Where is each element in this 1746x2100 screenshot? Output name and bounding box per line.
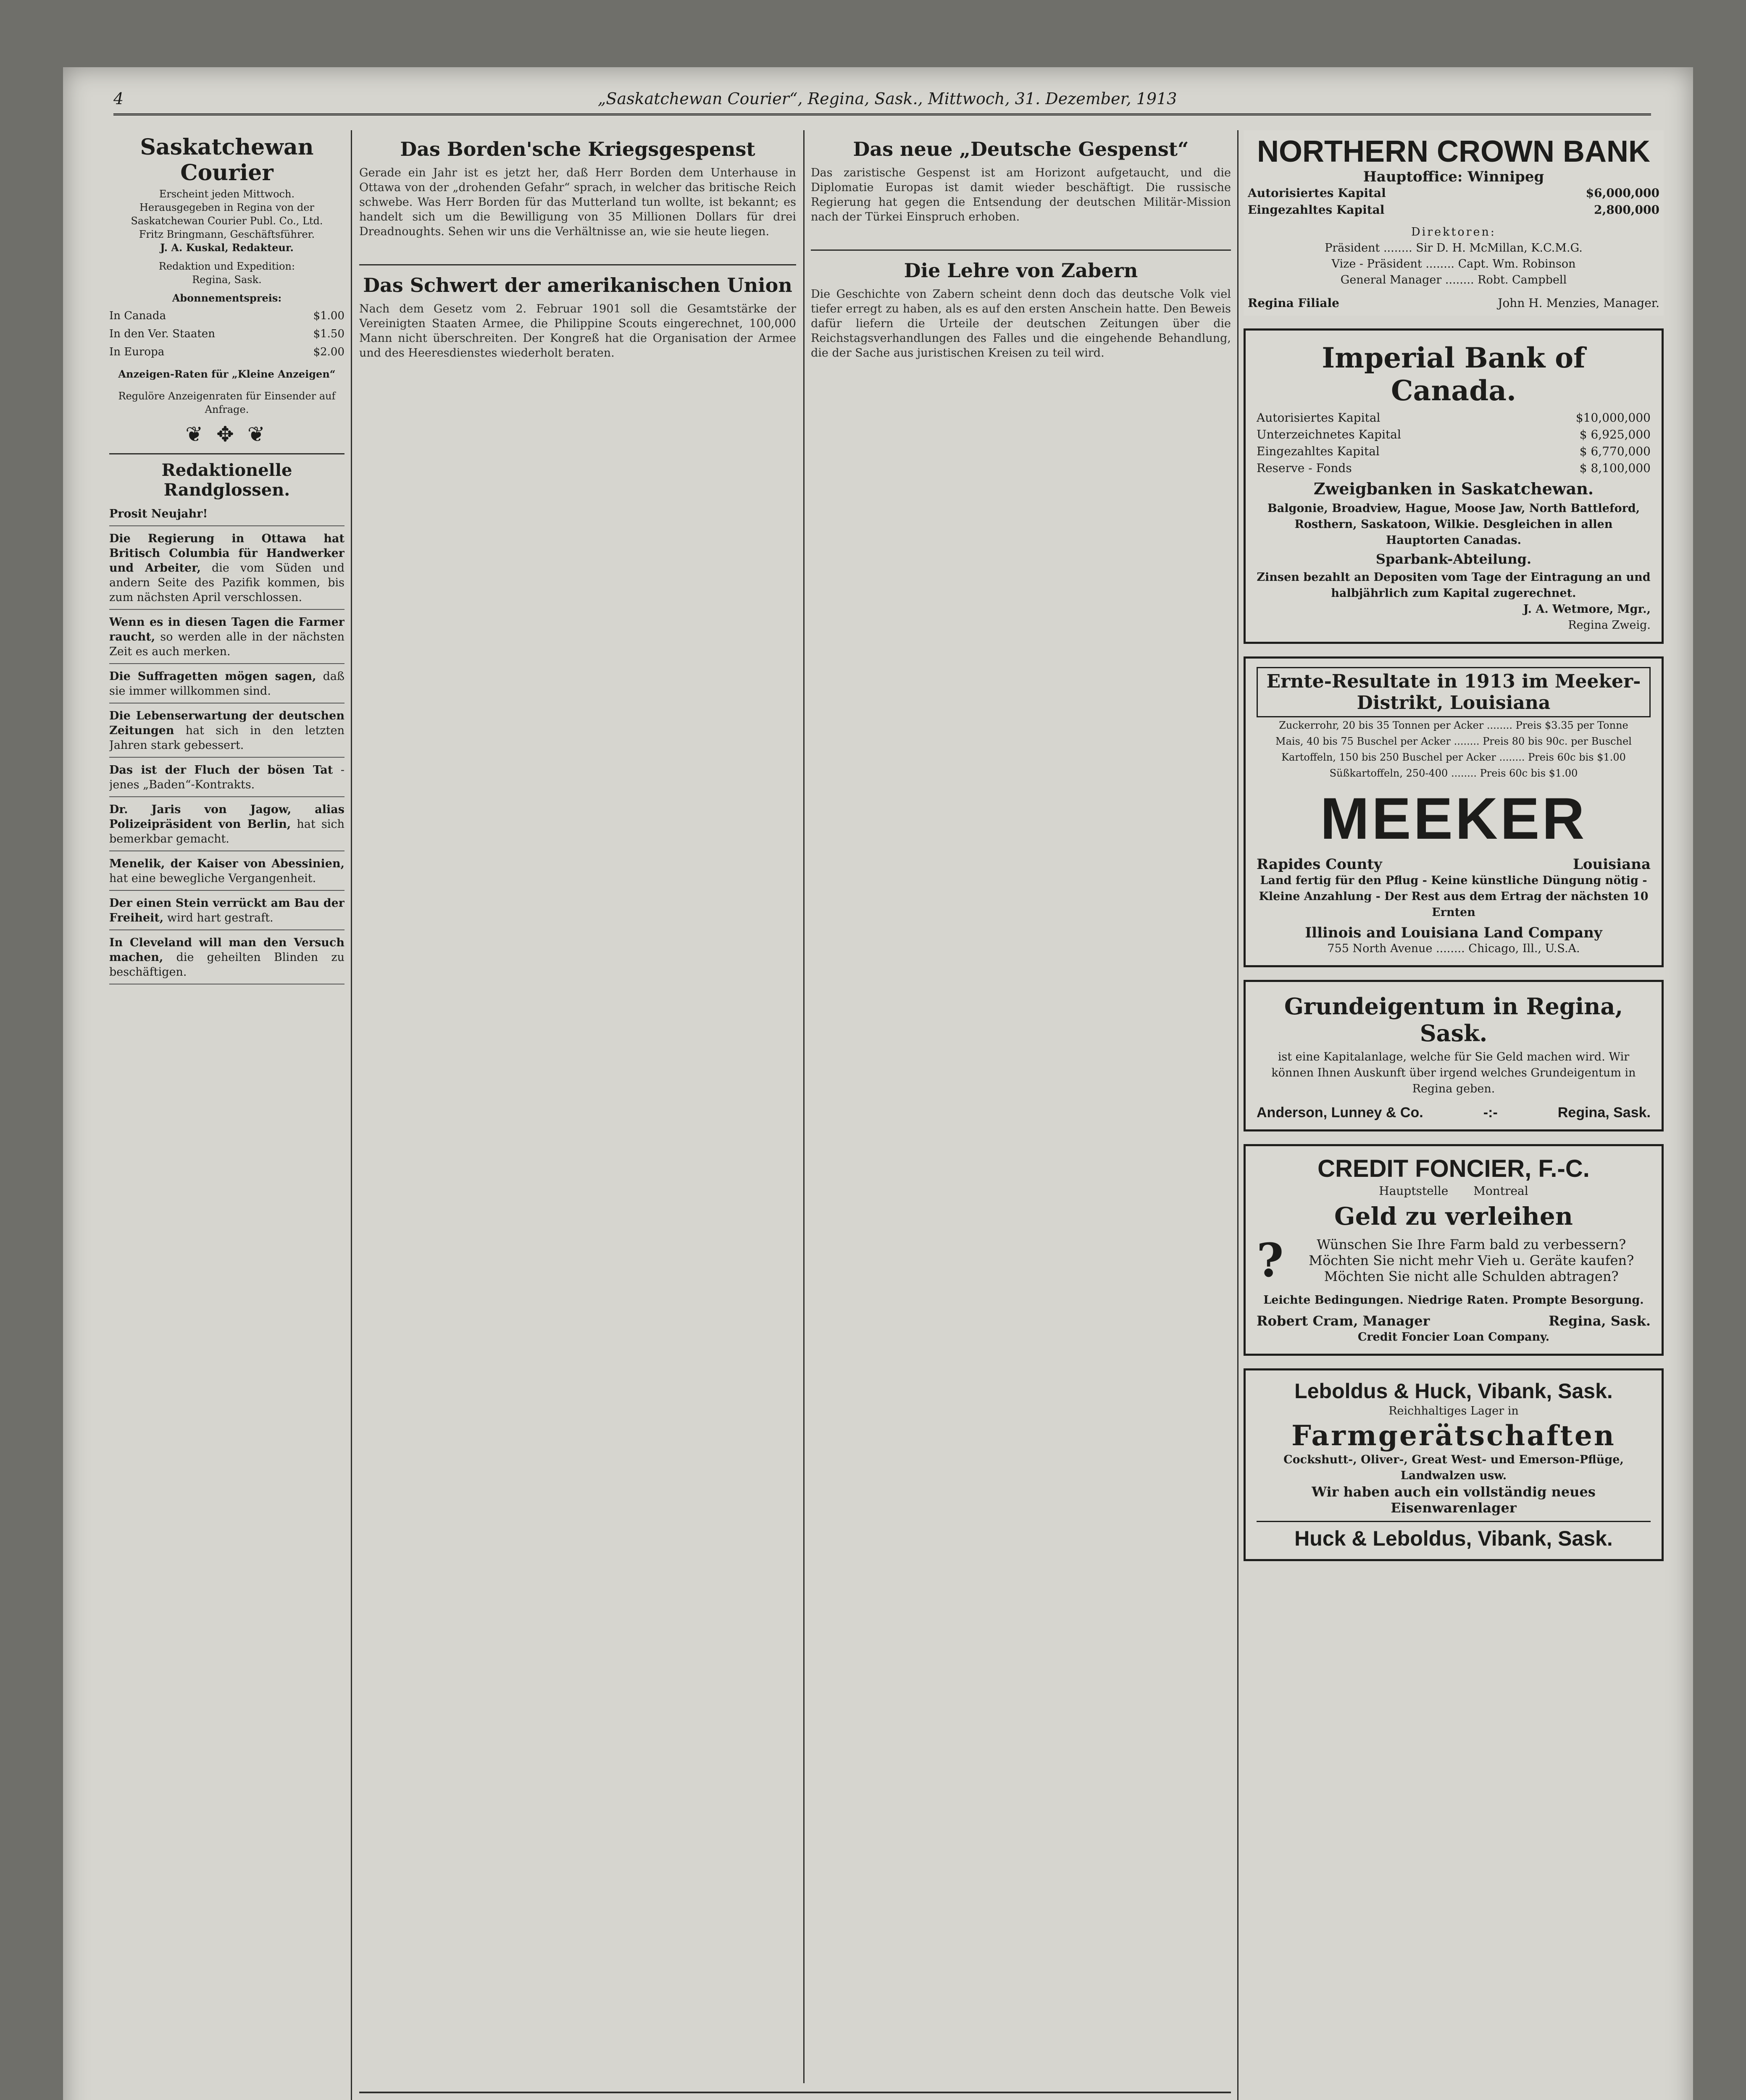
running-title: „Saskatchewan Courier“, Regina, Sask., Mittwoch, 31. Dezember, 1913 [597, 89, 1177, 108]
ad-row: Unterzeichnetes Kapital $ 6,925,000 [1257, 428, 1651, 441]
ad-brand: MEEKER [1320, 785, 1587, 851]
ads-heading: Anzeigen-Raten für „Kleine Anzeigen“ [118, 368, 336, 380]
address-label: Redaktion und Expedition: [158, 260, 295, 272]
list-item: Der einen Stein verrückt am Bau der Freiheit, wird hart gestraft. [109, 896, 344, 930]
list-item: Das ist der Fluch der bösen Tat - jenes „Baden“-Kontrakts. [109, 763, 344, 797]
ad-line: Zinsen bezahlt an Depositen vom Tage der Eintragung an und halbjährlich zum Kapital zugerechnet. [1257, 571, 1651, 600]
subscription-heading: Abonnementspreis: [172, 292, 282, 304]
ad-row: Autorisiertes Kapital $6,000,000 [1248, 186, 1659, 200]
bottom-notes [359, 2092, 1231, 2100]
ad-line: Möchten Sie nicht mehr Vieh u. Geräte kaufen? [1309, 1252, 1634, 1268]
address: Regina, Sask. [192, 274, 262, 286]
ad-line: Land fertig für den Pflug - Keine künstliche Düngung nötig - Kleine Anzahlung - Der Rest aus dem Ertrag der nächsten 10 Ernten [1259, 874, 1649, 919]
ad-line: Leichte Bedingungen. Niedrige Raten. Prompte Besorgung. [1263, 1294, 1644, 1307]
list-item: Die Lebenserwartung der deutschen Zeitungen hat sich in den letzten Jahren stark gebessert. [109, 709, 344, 758]
ad-headline: Farmgerätschaften [1291, 1419, 1616, 1452]
price-row: In den Ver. Staaten $1.50 [109, 328, 344, 340]
ornament: ❦ ✥ ❦ [185, 422, 268, 446]
masthead-closing: Regulöre Anzeigenraten für Einsender auf Anfrage. [118, 390, 336, 415]
masthead-publisher: Herausgegeben in Regina von der Saskatchewan Courier Publ. Co., Ltd. [131, 202, 323, 227]
ad-questions [1257, 1233, 1651, 1287]
ad-northern-crown-bank [1244, 130, 1664, 316]
ad-heading: Zweigbanken in Saskatchewan. [1313, 479, 1594, 498]
ad-line: Mais, 40 bis 75 Buschel per Acker ........ Preis 80 bis 90c. per Buschel [1275, 735, 1632, 747]
ad-headline: Geld zu verleihen [1334, 1202, 1573, 1231]
ad-heading: Sparbank-Abteilung. [1375, 551, 1532, 567]
ad-row: Eingezahltes Kapital 2,800,000 [1248, 203, 1659, 217]
ad-line: Zuckerrohr, 20 bis 35 Tonnen per Acker ........ Preis $3.35 per Tonne [1279, 719, 1628, 731]
masthead-editor: J. A. Kuskal, Redakteur. [160, 242, 294, 254]
ad-line: Kartoffeln, 150 bis 250 Buschel per Acker ........ Preis 60c bis $1.00 [1281, 751, 1626, 763]
ad-line: Süßkartoffeln, 250-400 ........ Preis 60c bis $1.00 [1329, 767, 1578, 779]
ad-line: J. A. Wetmore, Mgr., [1523, 603, 1651, 616]
article-body: Die Geschichte von Zabern scheint denn doch das deutsche Volk viel tiefer erregt zu haben, als es auf den ersten Anschein hatte. Den Beweis dafür liefern die Urteile der deutschen Zeitungen über die Reichstagsverhandlungen des Falles und die eingehende Behandlung, die der Sache aus juristischen Kreisen zu teil wird. [811, 288, 1231, 360]
ad-grundeigentum [1244, 980, 1664, 1131]
ad-title: Leboldus & Huck, Vibank, Sask. [1294, 1379, 1613, 1403]
ad-line: Vize - Präsident ........ Capt. Wm. Robinson [1331, 257, 1576, 270]
ad-heading: Direktoren: [1411, 226, 1496, 239]
ads-column [1244, 130, 1664, 2100]
list-item: Menelik, der Kaiser von Abessinien, hat eine bewegliche Vergangenheit. [109, 856, 344, 891]
column-rule [1237, 130, 1239, 2100]
ad-company: Illinois and Louisiana Land Company [1305, 924, 1602, 941]
list-item: Dr. Jaris von Jagow, alias Polizeipräsident von Berlin, hat sich bemerkbar gemacht. [109, 802, 344, 851]
ad-row: Reserve - Fonds $ 8,100,000 [1257, 461, 1651, 475]
ad-row: Hauptstelle Montreal [1379, 1184, 1528, 1198]
ad-signature: Anderson, Lunney & Co. -:- Regina, Sask. [1257, 1105, 1651, 1121]
newspaper-page [63, 67, 1693, 2100]
ad-leboldus [1244, 1368, 1664, 1561]
ad-title: Imperial Bank of Canada. [1322, 341, 1586, 407]
ad-line: Landwalzen usw. [1400, 1469, 1507, 1482]
ad-line: Reichhaltiges Lager in [1388, 1404, 1519, 1418]
ad-line: Wir haben auch ein vollständig neues Eisenwarenlager [1312, 1484, 1596, 1516]
list-item: Prosit Neujahr! [109, 507, 344, 526]
masthead-title: Saskatchewan Courier [140, 134, 314, 186]
article-title: Das Schwert der amerikanischen Union [359, 264, 796, 297]
question-mark-icon: ? [1257, 1233, 1284, 1287]
article-column [811, 130, 1231, 2083]
ad-line: Präsident ........ Sir D. H. McMillan, K.C.M.G. [1325, 242, 1583, 255]
article-body: Das zaristische Gespenst ist am Horizont aufgetaucht, und die Diplomatie Europas ist damit wieder beschäftigt. Die russische Regierung hat gegen die Entsendung der deutschen Militär-Mission nach der Türkei Einspruch erhoben. [811, 166, 1231, 223]
ad-row: Autorisiertes Kapital $10,000,000 [1257, 411, 1651, 425]
ad-credit-foncier [1244, 1144, 1664, 1356]
ad-title: Grundeigentum in Regina, Sask. [1284, 993, 1623, 1047]
ad-line: 755 North Avenue ........ Chicago, Ill., U.S.A. [1327, 942, 1580, 955]
ad-row: Regina Filiale John H. Menzies, Manager. [1248, 296, 1659, 310]
page-number: 4 [113, 89, 124, 108]
article-column [359, 130, 796, 2083]
price-row: In Europa $2.00 [109, 346, 344, 358]
article-body: Gerade ein Jahr ist es jetzt her, daß Herr Borden dem Unterhause in Ottawa von der „drohenden Gefahr“ sprach, in welcher das britische Reich schwebe. Was Herr Borden für das Mutterland tun wollte, ist bekannt; es handelt sich um die Bewilligung von 35 Millionen Dollars für drei Dreadnoughts. Sehen wir uns die Verhältnisse an, wie sie heute liegen. [359, 166, 796, 238]
masthead-column [109, 130, 344, 2100]
article-title: Die Lehre von Zabern [811, 249, 1231, 282]
ad-row: Robert Cram, Manager Regina, Sask. [1257, 1313, 1651, 1329]
ad-meeker [1244, 656, 1664, 967]
page-header [113, 84, 1651, 116]
masthead-manager: Fritz Bringmann, Geschäftsführer. [139, 228, 315, 240]
ad-imperial-bank [1244, 328, 1664, 644]
section-title: Redaktionelle Randglossen. [109, 453, 344, 500]
ad-line: Regina Zweig. [1568, 619, 1651, 632]
ad-footer: Huck & Leboldus, Vibank, Sask. [1257, 1521, 1651, 1551]
list-item: Die Regierung in Ottawa hat Britisch Columbia für Handwerker und Arbeiter, die vom Süden und andern Seite des Pazifik kommen, bis zum nächsten April verschlossen. [109, 531, 344, 610]
ad-row: Eingezahltes Kapital $ 6,770,000 [1257, 444, 1651, 458]
ad-row: Rapides County Louisiana [1257, 856, 1651, 873]
column-rule [351, 130, 352, 2100]
ad-line: General Manager ........ Robt. Campbell [1340, 273, 1567, 286]
article-title: Das Borden'sche Kriegsgespenst [400, 138, 755, 160]
ad-title: CREDIT FONCIER, F.-C. [1317, 1155, 1590, 1182]
article-body: Nach dem Gesetz vom 2. Februar 1901 soll die Gesamtstärke der Vereinigten Staaten Armee, die Philippine Scouts eingerechnet, 100,000 Mann nicht überschreiten. Der Kongreß hat die Organisation der Armee und des Heeresdienstes wiederholt beraten. [359, 302, 796, 360]
ad-subtitle: Hauptoffice: Winnipeg [1363, 168, 1544, 185]
ad-title: Ernte-Resultate in 1913 im Meeker-Distrikt, Louisiana [1257, 667, 1651, 717]
ad-line: Balgonie, Broadview, Hague, Moose Jaw, North Battleford, Rosthern, Saskatoon, Wilkie. Desgleichen in allen Hauptorten Canadas. [1267, 502, 1640, 547]
ad-line: Cockshutt-, Oliver-, Great West- und Emerson-Pflüge, [1283, 1453, 1624, 1466]
list-item: Die Suffragetten mögen sagen, daß sie immer willkommen sind. [109, 669, 344, 704]
price-row: In Canada $1.00 [109, 310, 344, 322]
article-title: Das neue „Deutsche Gespenst“ [853, 138, 1189, 160]
ad-line: Möchten Sie nicht alle Schulden abtragen? [1324, 1268, 1619, 1284]
list-item: Wenn es in diesen Tagen die Farmer raucht, so werden alle in der nächsten Zeit es auch merken. [109, 615, 344, 664]
ad-line: ist eine Kapitalanlage, welche für Sie Geld machen wird. Wir können Ihnen Auskunft über irgend welches Grundeigentum in Regina geben. [1271, 1050, 1636, 1095]
ad-title: NORTHERN CROWN BANK [1257, 135, 1650, 168]
ad-line: Credit Foncier Loan Company. [1357, 1331, 1550, 1344]
ad-line: Wünschen Sie Ihre Farm bald zu verbessern? [1317, 1236, 1626, 1252]
list-item: In Cleveland will man den Versuch machen, die geheilten Blinden zu beschäftigen. [109, 935, 344, 984]
column-rule [803, 130, 805, 2083]
masthead-subtitle: Erscheint jeden Mittwoch. [159, 188, 295, 200]
